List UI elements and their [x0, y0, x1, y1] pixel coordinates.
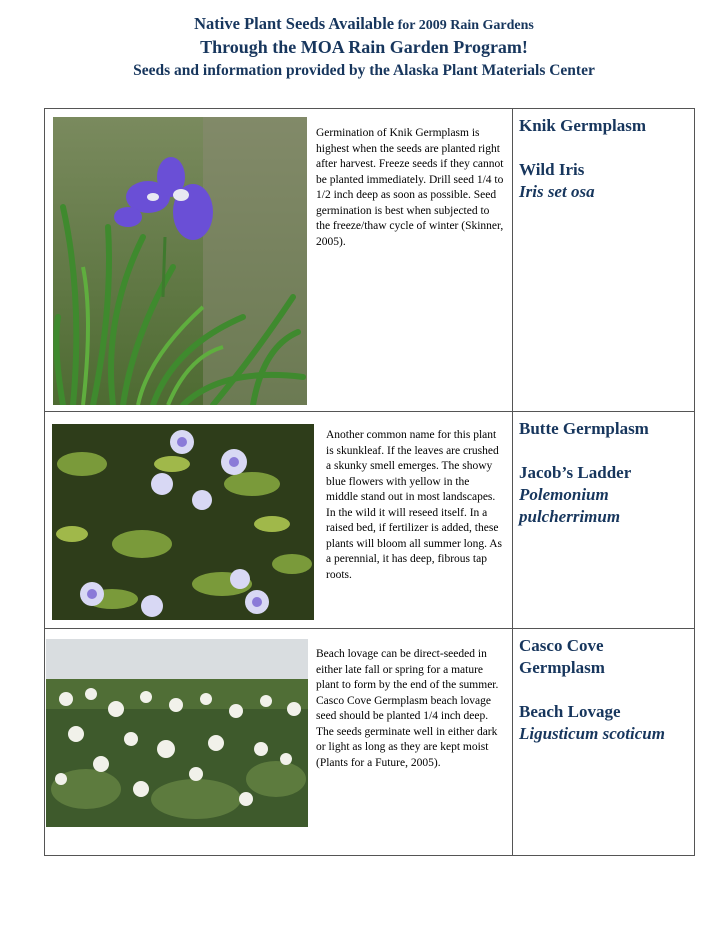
plant-image-cell	[45, 412, 513, 629]
plant-name-cell	[513, 412, 695, 629]
latin-name: Iris set osa	[519, 182, 595, 201]
page-header	[0, 14, 728, 81]
beach-lovage-photo	[46, 639, 308, 827]
common-name: Jacob’s Ladder	[519, 463, 632, 482]
header-line-1-tail: for 2009 Rain Gardens	[394, 18, 534, 33]
germplasm-name: Knik Germplasm	[519, 116, 647, 135]
plant-description: Beach lovage can be direct-seeded in either late fall or spring for a mature plant to form by the end of the summer. Casco Cove Germplasm beach lovage seed should be planted 1/4 inch deep. The seeds germinate well in either dark or light as long as they are kept moist (Plants for a Future, 2005).	[316, 648, 499, 769]
common-name: Beach Lovage	[519, 702, 621, 721]
plant-row-wild-iris	[45, 109, 695, 412]
header-line-2: Through the MOA Rain Garden Program!	[200, 37, 528, 57]
plant-name-cell	[513, 109, 695, 412]
plant-image-cell	[45, 109, 513, 412]
jacobs-ladder-photo	[52, 424, 314, 620]
plant-description: Another common name for this plant is skunkleaf. If the leaves are crushed a skunky smell emerges. The showy blue flowers with yellow in the middle stand out in most landscapes. In the wild it will reseed itself. In a raised bed, if fertilizer is added, these plants will bloom all summer long. As a perennial, it has deep, fibrous tap roots.	[326, 429, 503, 581]
germplasm-name: Butte Germplasm	[519, 419, 649, 438]
header-line-1	[0, 14, 728, 36]
germplasm-name: Casco Cove Germplasm	[519, 636, 605, 677]
latin-name: Polemonium pulcherrimum	[519, 485, 621, 526]
plant-row-beach-lovage	[45, 629, 695, 856]
plant-table	[44, 108, 695, 856]
plant-image-cell	[45, 629, 513, 856]
plant-row-jacobs-ladder	[45, 412, 695, 629]
header-line-3: Seeds and information provided by the Alaska Plant Materials Center	[133, 62, 595, 79]
header-line-1-main: Native Plant Seeds Available	[194, 14, 395, 33]
plant-name-cell	[513, 629, 695, 856]
wild-iris-photo	[53, 117, 307, 405]
plant-description: Germination of Knik Germplasm is highest when the seeds are planted right after harvest. Freeze seeds if they cannot be planted immediately. Drill seed 1/4 to 1/2 inch deep as soon as possible. Seed germination is best when subjected to the freeze/thaw cycle of winter (Skinner, 2005).	[316, 127, 504, 248]
latin-name: Ligusticum scoticum	[519, 724, 665, 743]
common-name: Wild Iris	[519, 160, 585, 179]
